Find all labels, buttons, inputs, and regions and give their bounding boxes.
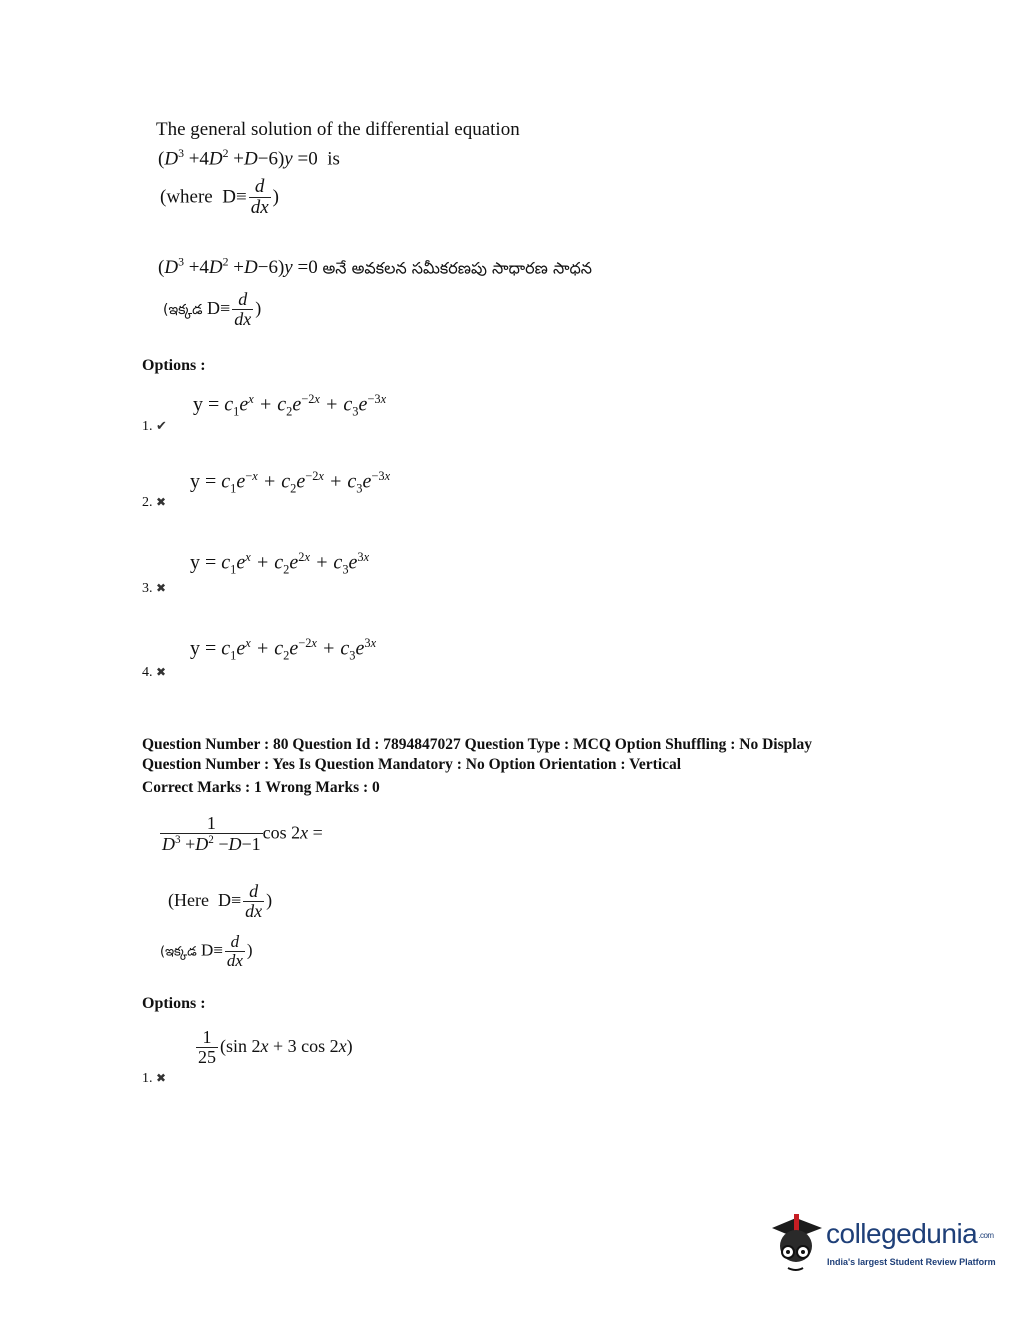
option-3[interactable] [142, 547, 462, 597]
option-2[interactable] [142, 465, 462, 515]
where-definition: (where D≡ $\frac{d}{dx}$ ) [160, 176, 279, 218]
option-2-equation: $y = c_1e^{-x} + c_2e^{-2x} + c_3e^{-3x}$ [190, 469, 391, 496]
brand-name: collegedunia.com [826, 1218, 994, 1249]
here-definition: (Here D≡ $\frac{d}{dx}$ ) [168, 881, 273, 921]
option-number: 1. [142, 1071, 153, 1086]
options-label: Options : [142, 357, 206, 374]
mascot-icon [766, 1210, 828, 1280]
option-4-equation: $y = c_1e^x + c_2e^{-2x} + c_3e^{3x}$ [190, 636, 377, 663]
question-text: The general solution of the differential equation [156, 119, 520, 140]
check-icon: ✔ [156, 418, 167, 433]
brand-logo [766, 1210, 996, 1280]
marks-line: Correct Marks : 1 Wrong Marks : 0 [142, 779, 380, 796]
q80-equation: $\frac{1}{D^3 +D^2 -D-1}$ cos 2x = [162, 813, 323, 854]
telugu-where-definition: (ఇక్కడ D≡ $\frac{d}{dx}$ ) [163, 289, 262, 329]
option-4[interactable] [142, 632, 462, 682]
brand-suffix: .com [978, 1231, 994, 1241]
where-label: (where [160, 186, 213, 208]
option-number: 2. [142, 495, 153, 510]
is-label: is [327, 148, 340, 170]
question-meta [142, 735, 922, 798]
telugu-text: అనే అవకలన సమీకరణపు సాధారణ సాధన [322, 258, 592, 278]
meta-line-1: Question Number : 80 Question Id : 7894847027 Question Type : MCQ Option Shuffling : No Display [142, 736, 813, 753]
telugu-where-label: (ఇక్కడ [160, 944, 197, 960]
telugu-statement: $(D^3 +4D^2 +D-6)y =0$ అనే అవకలన సమీకరణపు సాధారణ సాధన [158, 256, 592, 279]
here-label: (Here [168, 889, 209, 910]
telugu-here-definition: (ఇక్కడ D≡ $\frac{d}{dx}$ ) [160, 932, 253, 970]
telugu-where-label: (ఇక్కడ [163, 301, 203, 318]
option-1-equation: $y = c_1e^x + c_2e^{-2x} + c_3e^{-3x}$ [193, 392, 387, 419]
cross-icon: ✖ [156, 495, 167, 509]
cross-icon: ✖ [156, 1071, 167, 1085]
q80-option-1-expression: $\frac{1}{25}$ (sin 2x + 3 cos 2x) [198, 1027, 353, 1067]
meta-line-2: Question Number : Yes Is Question Mandatory : No Option Orientation : Vertical [142, 756, 682, 773]
option-number: 4. [142, 665, 153, 680]
q80-option-1[interactable] [142, 1028, 402, 1088]
cross-icon: ✖ [156, 581, 167, 595]
brand-tagline: India's largest Student Review Platform [827, 1257, 996, 1267]
equation-main: $(D^3 +4D^2 +D-6)y =0$ is [158, 147, 340, 170]
option-number: 1. [142, 419, 153, 434]
option-3-equation: $y = c_1e^x + c_2e^{2x} + c_3e^{3x}$ [190, 550, 370, 577]
option-number: 3. [142, 581, 153, 596]
option-1[interactable] [142, 390, 462, 440]
cross-icon: ✖ [156, 665, 167, 679]
options-label: Options : [142, 995, 206, 1012]
